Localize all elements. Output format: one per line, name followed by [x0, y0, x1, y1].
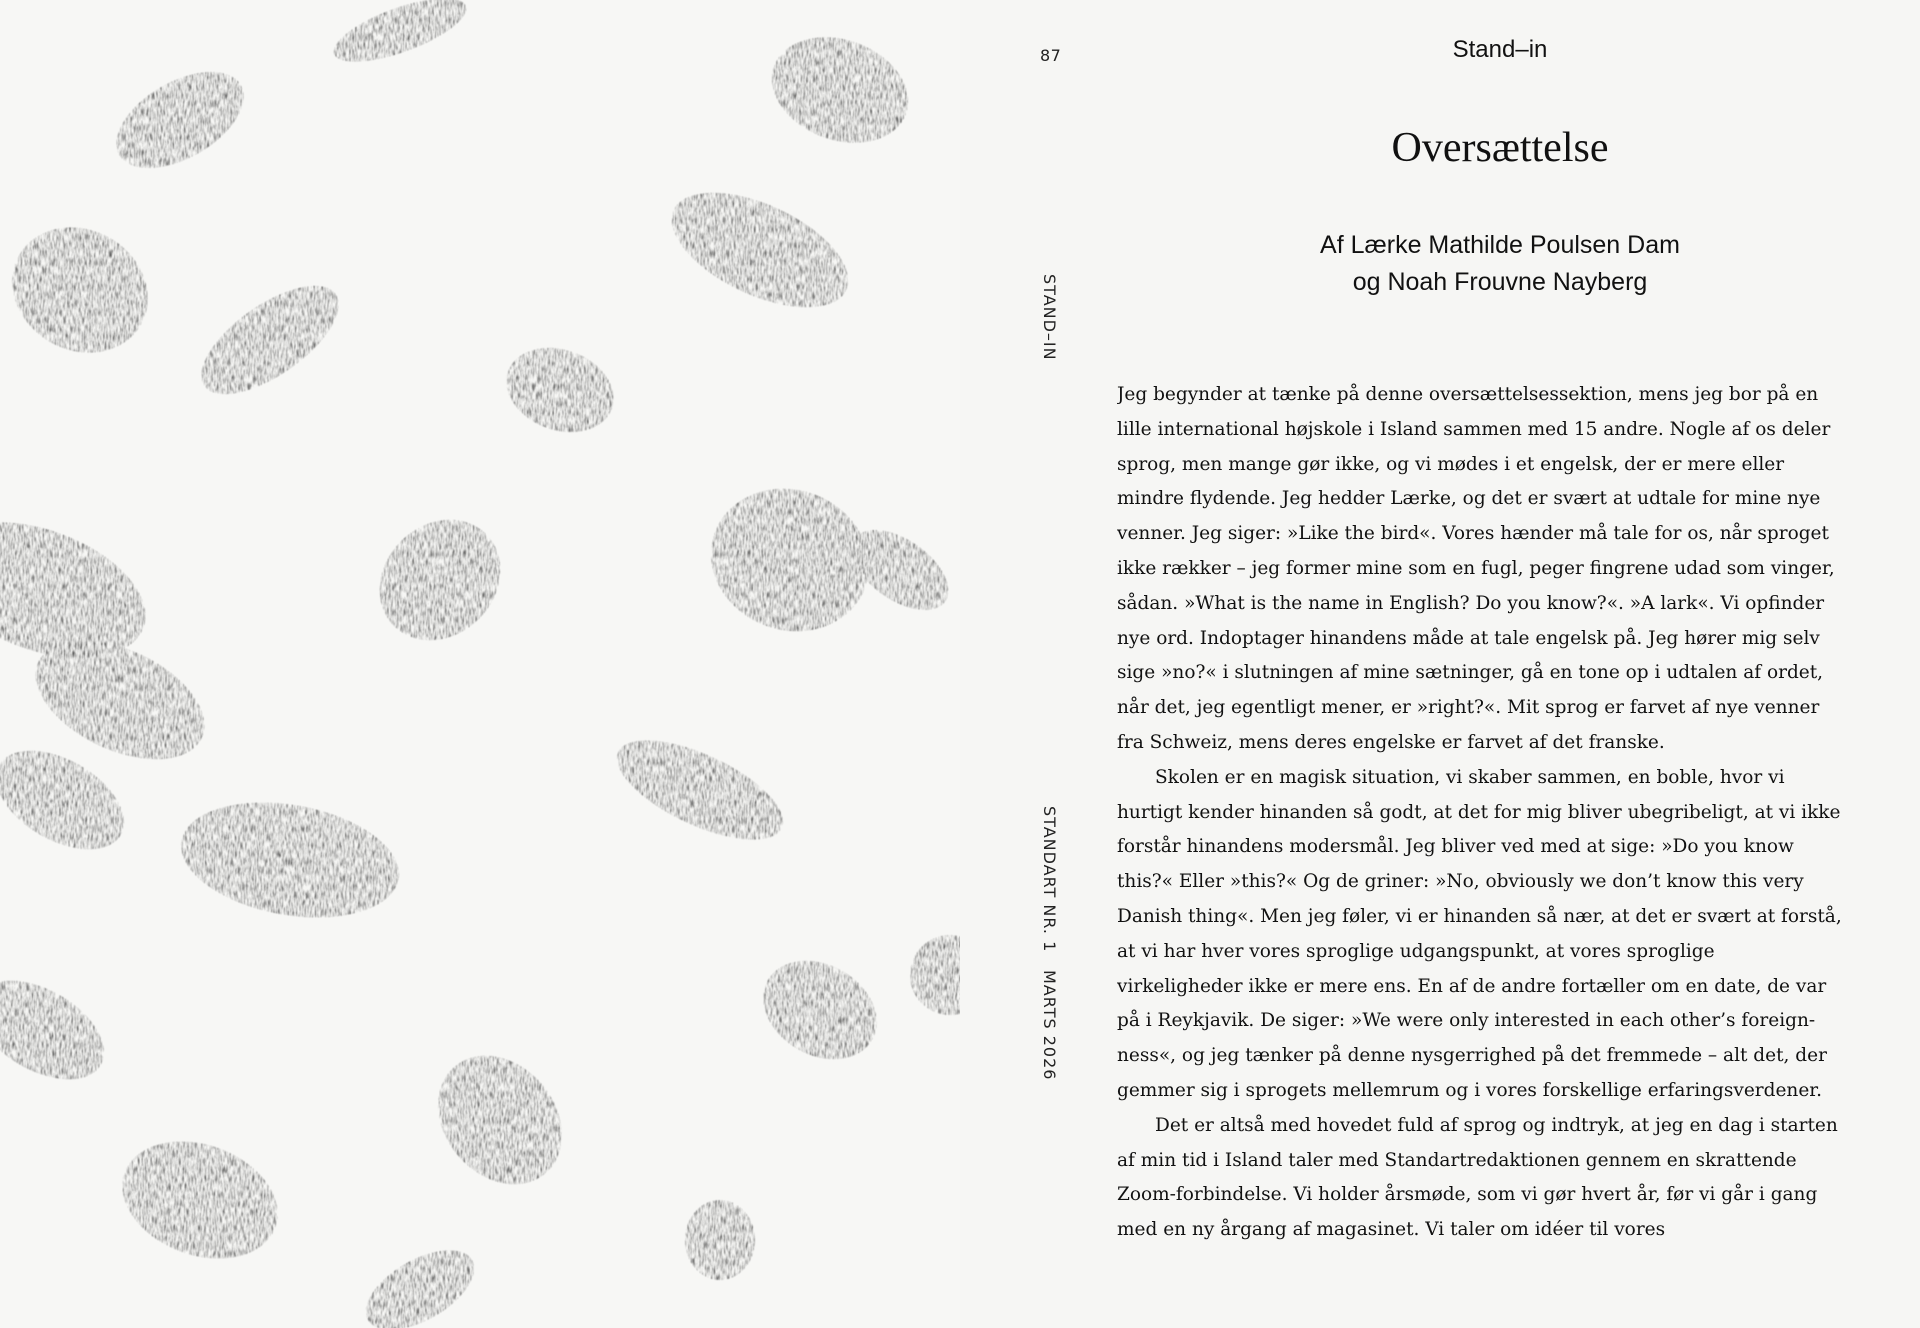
charcoal-smudge — [413, 1031, 587, 1209]
paragraph: Det er altså med hovedet fuld af sprog og indtryk, at jeg en dag i starten af min tid i Island taler med Standartredaktionen gennem en skrattende Zoom-forbindelse. Vi holder årsmøde, som vi gør hvert år, før vi går i gang med en ny årgang af magasinet. Vi taler om idéer til vores — [1117, 1114, 1838, 1241]
paragraph: Skolen er en magisk situation, vi skaber sammen, en boble, hvor vi hurtigt kender hinanden så godt, at det for mig bliver ubegribeligt, at vi ikke forstår hinandens modersmål. Jeg bliver ved med at sige: »Do you know this?« Eller »this?« Og de griner: »No, obviously we don’t know this very Danish thing«. Men jeg føler, vi er hinanden så nær, at det er svært at forstå, at vi har hver vores sproglige udgangspunkt, at vores sproglige virkeligheder ikke er mere ens. En af de andre fortæller om en date, de var på i Reykjavik. De siger: »We were only interested in each other’s foreignness«, og jeg tænker på denne nysgerrighed på det fremmede – alt det, der gemmer sig i sprogets mellemrum og i vores forskellige erfaringsverdener. — [1117, 766, 1842, 1101]
charcoal-smudge — [746, 941, 895, 1079]
charcoal-smudge — [355, 495, 525, 665]
running-head: Stand–in — [1452, 36, 1548, 63]
charcoal-smudge — [172, 787, 408, 934]
charcoal-smudge — [655, 169, 865, 331]
charcoal-smudge — [910, 935, 960, 1015]
charcoal-smudge — [184, 265, 355, 414]
charcoal-smudge — [0, 203, 171, 377]
charcoal-smudge — [106, 1121, 294, 1279]
article-title: Oversættelse — [1391, 125, 1609, 171]
charcoal-smudge — [691, 467, 889, 653]
byline-line-1: Af Lærke Mathilde Poulsen Dam — [1320, 231, 1680, 259]
charcoal-smudge — [353, 1234, 487, 1328]
article-body — [1117, 378, 1842, 1288]
spine-date-label: MARTS 2026 — [1040, 970, 1059, 1081]
charcoal-smudge — [757, 19, 923, 161]
charcoal-smudge — [604, 720, 797, 860]
paragraph: Jeg begynder at tænke på denne oversættelsessektion, mens jeg bor på en lille international højskole i Island sammen med 15 andre. Nogle af os deler sprog, men mange gør ikke, og vi mødes i et engelsk, der er mere eller mindre flydende. Jeg hedder Lærke, og det er svært at udtale for mine nye venner. Jeg siger: »Like the bird«. Vores hænder må tale for os, når sproget ikke rækker – jeg former mine som en fugl, peger fingrene udad som vinger, sådan. »What is the name in English? Do you know?«. »A lark«. Vi opfinder nye ord. Indoptager hinandens måde at tale engelsk på. Jeg hører mig selv sige »no?« i slutningen af mine sætninger, gå en tone op i udtalen af ordet, når det, jeg egentligt mener, er »right?«. Mit sprog er farvet af nye venner fra Schweiz, mens deres engelske er farvet af det franske. — [1117, 384, 1835, 753]
charcoal-smudge — [495, 334, 626, 447]
charcoal-smudge — [100, 52, 259, 188]
spine-section-label: STAND–IN — [1040, 274, 1059, 361]
page-number: 87 — [1040, 46, 1062, 65]
byline-line-2: og Noah Frouvne Nayberg — [1352, 268, 1648, 296]
charcoal-smudge — [327, 0, 474, 75]
byline — [1200, 227, 1800, 301]
charcoal-smudge — [0, 960, 121, 1099]
spine-issue-label: STANDART NR. 1 — [1040, 806, 1059, 953]
charcoal-smudge — [685, 1200, 755, 1280]
